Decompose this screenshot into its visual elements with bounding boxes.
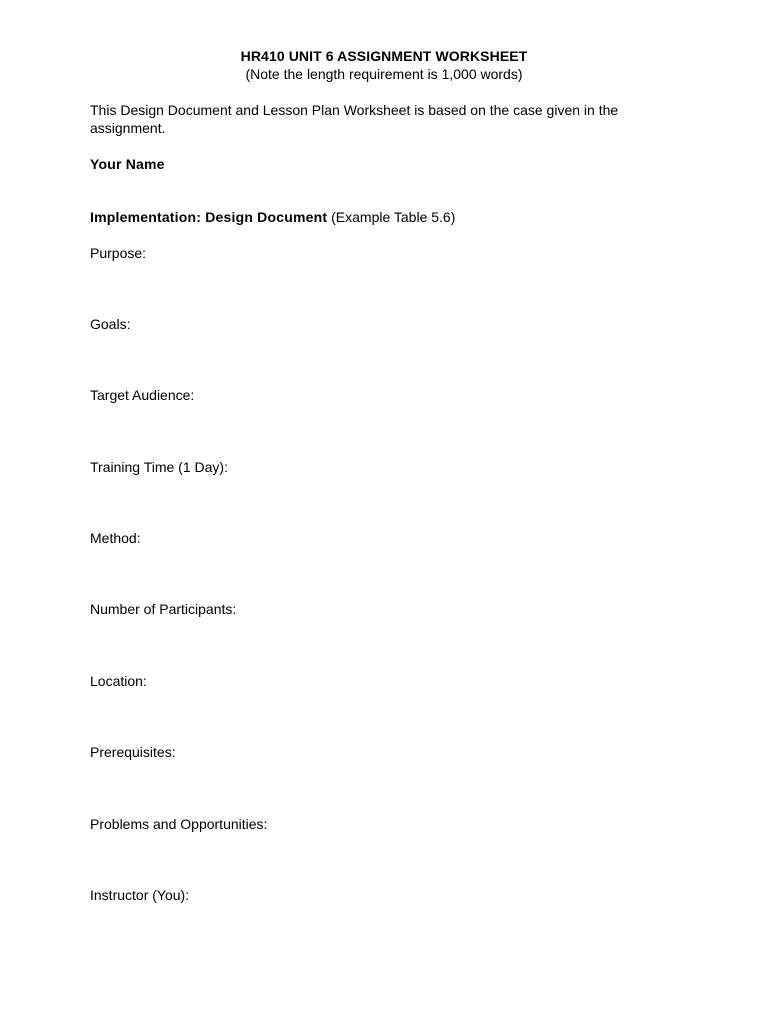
field-training-time: Training Time (1 Day): (90, 459, 228, 475)
document-subtitle: (Note the length requirement is 1,000 words) (245, 66, 523, 82)
field-number-of-participants: Number of Participants: (90, 601, 237, 617)
field-location: Location: (90, 673, 147, 689)
your-name-label: Your Name (90, 156, 165, 172)
field-purpose: Purpose: (90, 245, 147, 261)
implementation-heading-bold: Implementation: Design Document (90, 209, 328, 225)
document-title: HR410 UNIT 6 ASSIGNMENT WORKSHEET (240, 48, 528, 64)
implementation-heading (90, 208, 455, 226)
field-method: Method: (90, 530, 141, 546)
field-target-audience: Target Audience: (90, 387, 195, 403)
field-goals: Goals: (90, 316, 131, 332)
field-problems-and-opportunities: Problems and Opportunities: (90, 816, 268, 832)
field-prerequisites: Prerequisites: (90, 744, 176, 760)
intro-paragraph: This Design Document and Lesson Plan Worksheet is based on the case given in the assignment. (90, 102, 619, 136)
field-instructor: Instructor (You): (90, 887, 190, 903)
implementation-heading-note: (Example Table 5.6) (327, 209, 456, 225)
